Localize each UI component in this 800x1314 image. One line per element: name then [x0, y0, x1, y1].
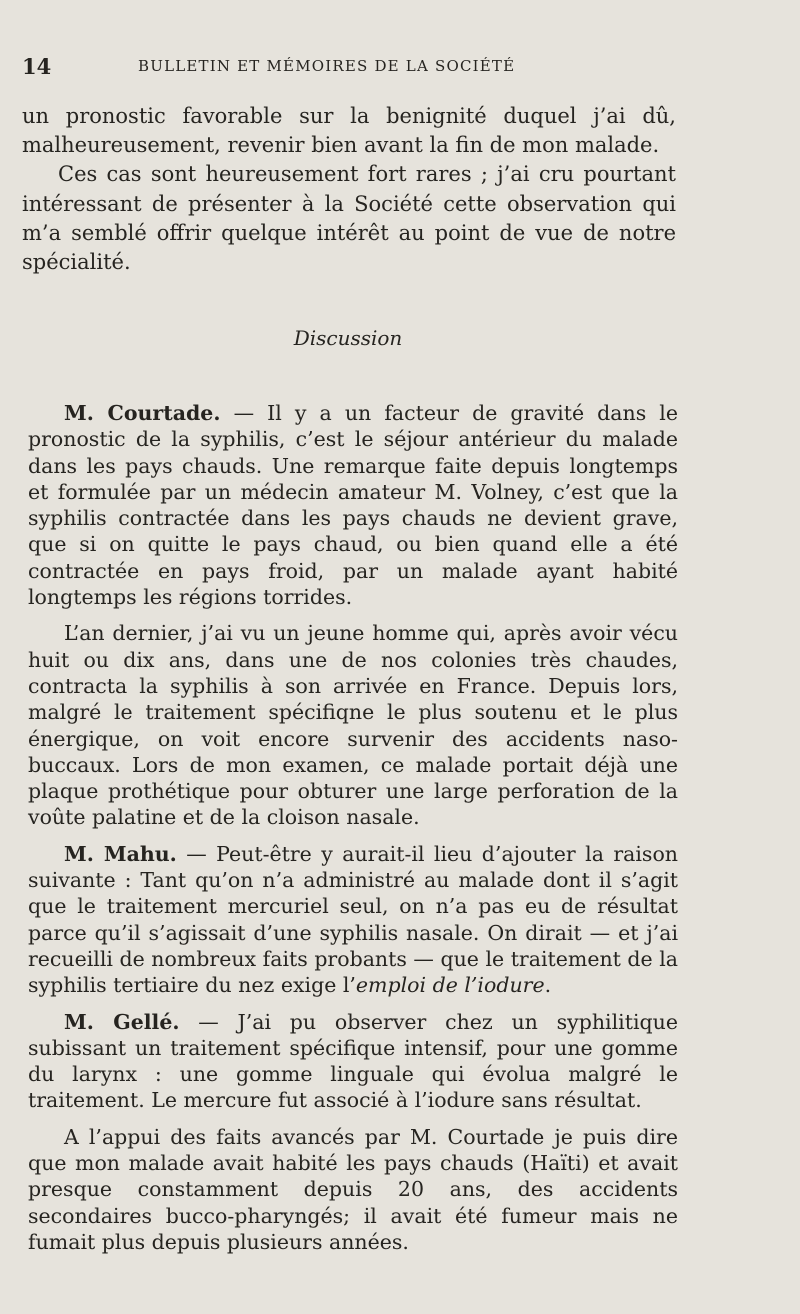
- discussion-section: [28, 400, 678, 1265]
- mahu-paragraph: [28, 841, 678, 999]
- gelle-text: — J’ai pu observer chez un syphilitique subissant un traitement spécifique intensif, pour une gomme du larynx : une gomme linguale qui évolua malgré le traitement. Le mercure fut associé à l’iodure sans résultat.: [28, 1009, 678, 1113]
- discussion-heading: Discussion: [293, 326, 403, 350]
- page-header: [22, 54, 682, 80]
- speaker-courtade: M. Courtade.: [64, 401, 221, 425]
- intro-paragraph: Ces cas sont heureusement fort rares ; j’ai cru pourtant intéressant de présenter à la Société cette observation qui m’a semblé offrir quelque intérêt au point de vue de notre spécialité.: [22, 162, 676, 275]
- gelle-paragraph: [28, 1009, 678, 1114]
- gelle-paragraph-2: A l’appui des faits avancés par M. Courtade je puis dire que mon malade avait habité les pays chauds (Haïti) et avait presque constamment depuis 20 ans, des accidents secondaires bucco-pharyngés; il avait été fumeur mais ne fumait plus depuis plusieurs années.: [28, 1124, 678, 1254]
- courtade-text: — Il y a un facteur de gravité dans le pronostic de la syphilis, c’est le séjour antérieur du malade dans les pays chauds. Une remarque faite depuis longtemps et formulée par un médecin amateur M. Volney, c’est que la syphilis contractée dans les pays chauds ne devient grave, que si on quitte le pays chaud, ou bien quand elle a été contractée en pays froid, par un malade ayant habité longtemps les régions torrides.: [28, 401, 678, 610]
- mahu-emphasis: emploi de l’iodure: [355, 973, 545, 998]
- page-number: 14: [22, 54, 52, 79]
- intro-paragraph-continuation: un pronostic favorable sur la benignité duquel j’ai dû, malheureusement, revenir bien avant la fin de mon malade.: [22, 104, 676, 158]
- speaker-mahu: M. Mahu.: [64, 841, 177, 866]
- courtade-paragraph-2: L’an dernier, j’ai vu un jeune homme qui, après avoir vécu huit ou dix ans, dans une de nos colonies très chaudes, contracta la syphilis à son arrivée en France. Depuis lors, malgré le traitement spécifiqne le plus soutenu et le plus énergique, on voit encore survenir des accidents naso-buccaux. Lors de mon examen, ce malade portait déjà une plaque prothétique pour obturer une large perforation de la voûte palatine et de la cloison nasale.: [28, 621, 678, 830]
- intro-section: [22, 102, 676, 277]
- speaker-gelle: M. Gellé.: [64, 1009, 180, 1034]
- courtade-paragraph: [28, 400, 678, 610]
- mahu-text: — Peut-être y aurait-il lieu d’ajouter la raison suivante : Tant qu’on n’a administré au malade dont il s’agit que le traitement mercuriel seul, on n’a pas eu de résultat parce qu’il s’agissait d’une syphilis nasale. On dirait — et j’ai recueilli de nombreux faits probants — que le traitement de la syphilis tertiaire du nez exige l’: [28, 841, 678, 998]
- running-title: BULLETIN ET MÉMOIRES DE LA SOCIÉTÉ: [138, 57, 516, 75]
- mahu-end: .: [544, 973, 552, 998]
